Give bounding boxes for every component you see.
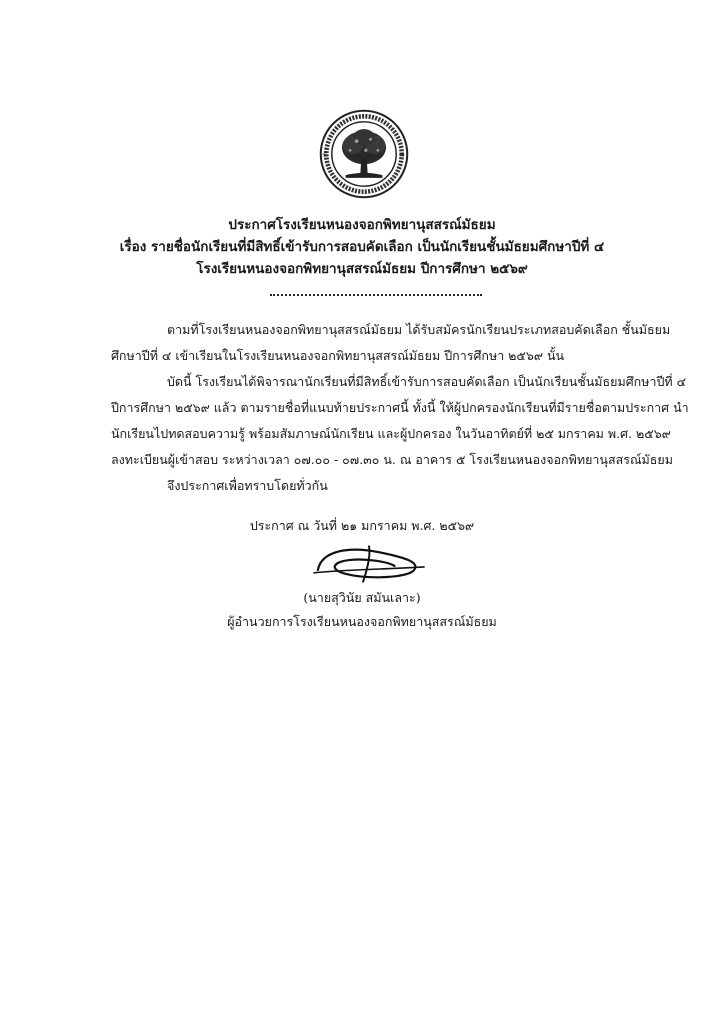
announcement-heading [0, 214, 724, 280]
paragraph-2-line-3: นักเรียนไปทดสอบความรู้ พร้อมสัมภาษณ์นักเรียน และผู้ปกครอง ในวันอาทิตย์ที่ ๒๕ มกราคม พ.ศ. ๒๕๖๙ [111, 426, 671, 441]
heading-line-1: ประกาศโรงเรียนหนองจอกพิทยานุสสรณ์มัธยม [228, 217, 496, 233]
signer-title: ผู้อำนวยการโรงเรียนหนองจอกพิทยานุสสรณ์มัธยม [227, 614, 497, 629]
paragraph-2 [111, 369, 689, 473]
paragraph-3-line-1: จึงประกาศเพื่อทราบโดยทั่วกัน [167, 478, 328, 493]
paragraph-2-line-4: ลงทะเบียนผู้เข้าสอบ ระหว่างเวลา ๐๗.๐๐ - ๐๗.๓๐ น. ณ อาคาร ๕ โรงเรียนหนองจอกพิทยานุสสรณ์มัธยม [111, 452, 673, 467]
heading-line-2: เรื่อง รายชื่อนักเรียนที่มีสิทธิ์เข้ารับการสอบคัดเลือก เป็นนักเรียนชั้นมัธยมศึกษาปีที่ ๔ [119, 239, 605, 255]
paragraph-1-line-2: ศึกษาปีที่ ๔ เข้าเรียนในโรงเรียนหนองจอกพิทยานุสสรณ์มัธยม ปีการศึกษา ๒๕๖๙ นั้น [111, 348, 565, 363]
svg-text:✳: ✳ [398, 150, 406, 160]
signer-name: (นายสุวินัย สมันเลาะ) [303, 590, 421, 605]
school-seal-tree-icon [318, 108, 410, 200]
heading-line-3: โรงเรียนหนองจอกพิทยานุสสรณ์มัธยม ปีการศึกษา ๒๕๖๙ [196, 261, 528, 277]
paragraph-3 [111, 473, 661, 499]
svg-text:✳: ✳ [321, 150, 328, 160]
paragraph-1-line-1: ตามที่โรงเรียนหนองจอกพิทยานุสสรณ์มัธยม ได้รับสมัครนักเรียนประเภทสอบคัดเลือก ชั้นมัธยม [167, 322, 671, 337]
paragraph-1 [111, 317, 671, 369]
handwritten-signature-icon [310, 540, 428, 586]
dotted-divider [270, 294, 482, 296]
paragraph-2-line-2: ปีการศึกษา ๒๕๖๙ แล้ว ตามรายชื่อที่แนบท้ายประกาศนี้ ทั้งนี้ ให้ผู้ปกครองนักเรียนที่มีรายชื่อตามประกาศ นำ [111, 400, 689, 415]
announcement-date: ประกาศ ณ วันที่ ๒๑ มกราคม พ.ศ. ๒๕๖๙ [249, 518, 475, 533]
paragraph-2-line-1: บัดนี้ โรงเรียนได้พิจารณานักเรียนที่มีสิทธิ์เข้ารับการสอบคัดเลือก เป็นนักเรียนชั้นมัธยมศึกษาปีที่ ๔ [167, 374, 687, 389]
